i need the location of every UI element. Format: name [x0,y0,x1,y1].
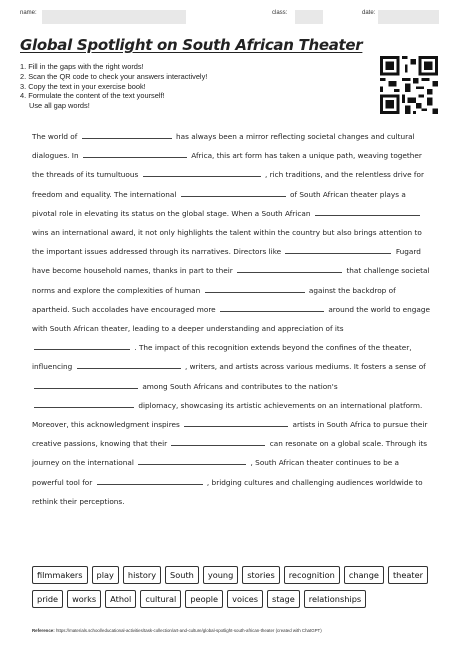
word-chip[interactable]: change [344,566,384,584]
word-chip[interactable]: South [165,566,199,584]
text-segment: of South African theater plays a pivotal role in elevating its status on the global stage. When a South African [32,189,406,218]
word-chip[interactable]: stage [267,590,300,608]
text-segment: wins an international award, it not only highlights the talent within the country but also brings attention to the important issues addressed through its narratives. Directors like [32,228,422,257]
gap-blank[interactable] [34,380,138,389]
date-field[interactable] [378,10,439,24]
qr-code-icon[interactable] [380,56,438,114]
gap-blank[interactable] [143,168,261,177]
instruction-item: 2. Scan the QR code to check your answers interactively! [20,71,208,81]
instructions-list [20,62,320,111]
text-segment: . The impact of this recognition extends beyond the confines of the theater, influencing [32,343,412,372]
gap-blank[interactable] [237,264,342,273]
class-label: class: [272,10,288,16]
text-segment: that challenge societal norms and explore the complexities of human [32,266,430,295]
text-segment: can resonate on a global scale. Through its journey on the international [32,439,428,468]
word-chip[interactable]: history [123,566,161,584]
gap-blank[interactable] [77,360,181,369]
gap-blank[interactable] [184,418,288,427]
text-segment: , South African theater continues to be a powerful tool for [32,458,399,487]
word-chip[interactable]: relationships [304,590,366,608]
worksheet-title: Global Spotlight on South African Theater [20,36,363,54]
gap-blank[interactable] [97,476,203,485]
text-segment: diplomacy, showcasing its artistic achievements on an international platform. Moreover, this acknowledgment inspires [32,400,423,430]
gap-blank[interactable] [34,341,130,350]
gap-blank[interactable] [82,130,172,139]
instruction-item: 1. Fill in the gaps with the right words! [20,62,144,71]
gap-blank[interactable] [83,149,187,158]
name-field[interactable] [42,10,186,24]
word-chip[interactable]: Athol [105,590,136,608]
word-chip[interactable]: people [185,590,223,608]
instruction-item: Use all gap words! [29,101,90,111]
gap-blank[interactable] [138,456,246,465]
reference-label: Reference: [32,628,55,633]
gap-blank[interactable] [285,245,391,254]
word-chip[interactable]: works [67,590,101,608]
word-chip[interactable]: theater [388,566,428,584]
text-segment: , bridging cultures and challenging audiences worldwide to rethink their perceptions. [32,477,423,506]
word-chip[interactable]: recognition [284,566,340,584]
word-bank [32,566,437,608]
gap-blank[interactable] [34,399,134,408]
word-chip[interactable]: voices [227,590,263,608]
text-segment: around the world to engage with South African theater, leading to a deeper understanding and appreciation of its [32,304,430,334]
text-segment: , writers, and artists across various mediums. It fosters a sense of [184,362,426,372]
gap-blank[interactable] [171,437,265,446]
word-chip[interactable]: cultural [140,590,181,608]
text-segment: among South Africans and contributes to the nation's [142,381,338,391]
text-segment: The world of [32,132,78,141]
instruction-item: 3. Copy the text in your exercise book! [20,81,146,91]
text-segment: Africa, this art form has taken a unique path, weaving together the threads of its tumultuous [32,151,422,180]
word-chip[interactable]: young [203,566,238,584]
gap-blank[interactable] [205,284,305,293]
word-chip[interactable]: play [92,566,119,584]
reference-link[interactable]: https://materials.school/educational-activities/task-collection/art-and-culture/global-spotlight-south-african-theater (created with ChatGPT) [55,628,322,633]
gap-blank[interactable] [220,303,324,312]
name-label: name: [20,10,37,16]
word-chip[interactable]: pride [32,590,63,608]
text-segment: artists in South Africa to pursue their creative passions, knowing that their [32,420,428,449]
word-chip[interactable]: filmmakers [32,566,88,584]
gap-blank[interactable] [315,207,420,216]
reference-footer [32,628,442,633]
text-segment: against the backdrop of apartheid. Such accolades have encouraged more [32,285,396,314]
text-segment: , rich traditions, and the relentless drive for freedom and equality. The international [32,170,424,199]
gap-blank[interactable] [181,188,286,197]
gap-text-paragraph [32,127,432,511]
class-field[interactable] [295,10,323,24]
text-segment: has always been a mirror reflecting societal changes and cultural dialogues. In [32,132,415,161]
text-segment: Fugard have become household names, thanks in part to their [32,247,421,276]
word-chip[interactable]: stories [242,566,279,584]
instruction-item: 4. Formulate the content of the text yourself! [20,91,165,101]
date-label: date: [362,10,376,16]
